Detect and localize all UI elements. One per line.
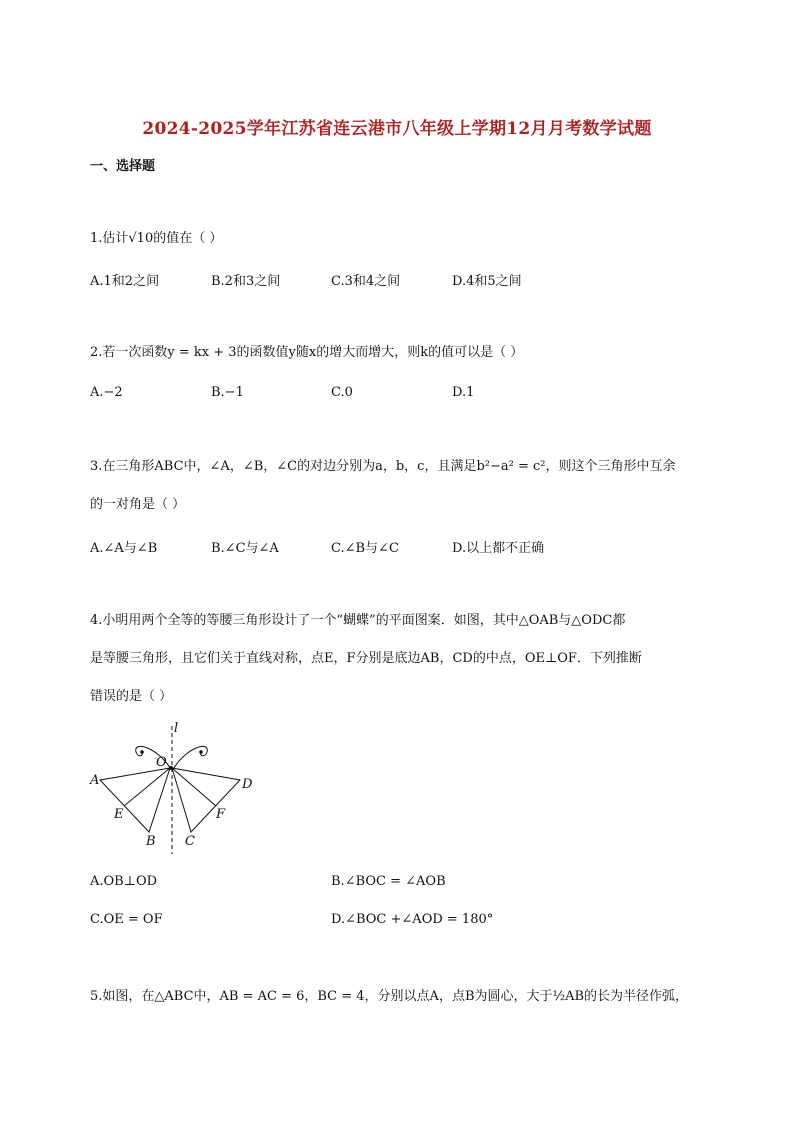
question-3-line-2: 的一对角是（ ） (90, 497, 186, 512)
question-2-text: 2.若一次函数y = kx + 3的函数值y随x的增大而增大，则k的值可以是（ ） (90, 345, 524, 360)
triangle-oab (100, 768, 170, 832)
q3-option-b: B.∠C与∠A (211, 541, 279, 556)
q1-option-d: D.4和5之间 (452, 274, 522, 289)
q1-option-b: B.2和3之间 (211, 274, 281, 289)
question-4-line-1: 4.小明用两个全等的等腰三角形设计了一个“蝴蝶”的平面图案．如图，其中△OAB与△ODC都 (90, 613, 626, 628)
butterfly-figure (88, 718, 263, 858)
q2-option-b: B.−1 (211, 385, 244, 400)
label-b: B (146, 834, 156, 849)
q4-option-c: C.OE = OF (90, 912, 163, 927)
question-5-text: 5.如图，在△ABC中，AB = AC = 6，BC = 4，分别以点A，点B为圆心，大于½AB的长为半径作弧， (90, 989, 689, 1004)
question-3-line-1: 3.在三角形ABC中，∠A，∠B，∠C的对边分别为a，b，c，且满足b²−a² = c²，则这个三角形中互余 (90, 459, 676, 474)
point-o (169, 766, 173, 770)
label-l: l (174, 721, 179, 736)
triangle-odc (172, 768, 240, 832)
page-title: 2024-2025学年江苏省连云港市八年级上学期12月月考数学试题 (142, 119, 652, 139)
q4-option-a: A.OB⊥OD (90, 874, 158, 889)
q4-option-b: B.∠BOC = ∠AOB (331, 874, 446, 889)
label-c: C (185, 834, 195, 849)
q3-option-c: C.∠B与∠C (331, 541, 399, 556)
segment-of (172, 768, 216, 806)
label-d: D (242, 777, 253, 792)
q4-option-d: D.∠BOC +∠AOD = 180° (331, 912, 494, 927)
question-1-text: 1.估计√10的值在（ ） (90, 231, 223, 246)
section-heading: 一、选择题 (90, 159, 156, 174)
q2-option-c: C.0 (331, 385, 353, 400)
q3-option-d: D.以上都不正确 (452, 541, 545, 556)
question-4-line-2: 是等腰三角形，且它们关于直线对称，点E，F分别是底边AB，CD的中点，OE⊥OF．下列推断 (90, 651, 642, 666)
segment-oe (124, 768, 170, 806)
q3-option-a: A.∠A与∠B (90, 541, 158, 556)
label-e: E (114, 807, 124, 822)
label-a: A (90, 773, 100, 788)
q1-option-c: C.3和4之间 (331, 274, 401, 289)
right-antenna (174, 746, 207, 768)
q2-option-a: A.−2 (90, 385, 123, 400)
q1-option-a: A.1和2之间 (90, 274, 160, 289)
label-o: O (156, 755, 167, 770)
question-4-line-3: 错误的是（ ） (90, 689, 173, 704)
q2-option-d: D.1 (452, 385, 475, 400)
left-antenna-dot (140, 750, 144, 754)
right-antenna-dot (199, 750, 203, 754)
label-f: F (216, 807, 226, 822)
